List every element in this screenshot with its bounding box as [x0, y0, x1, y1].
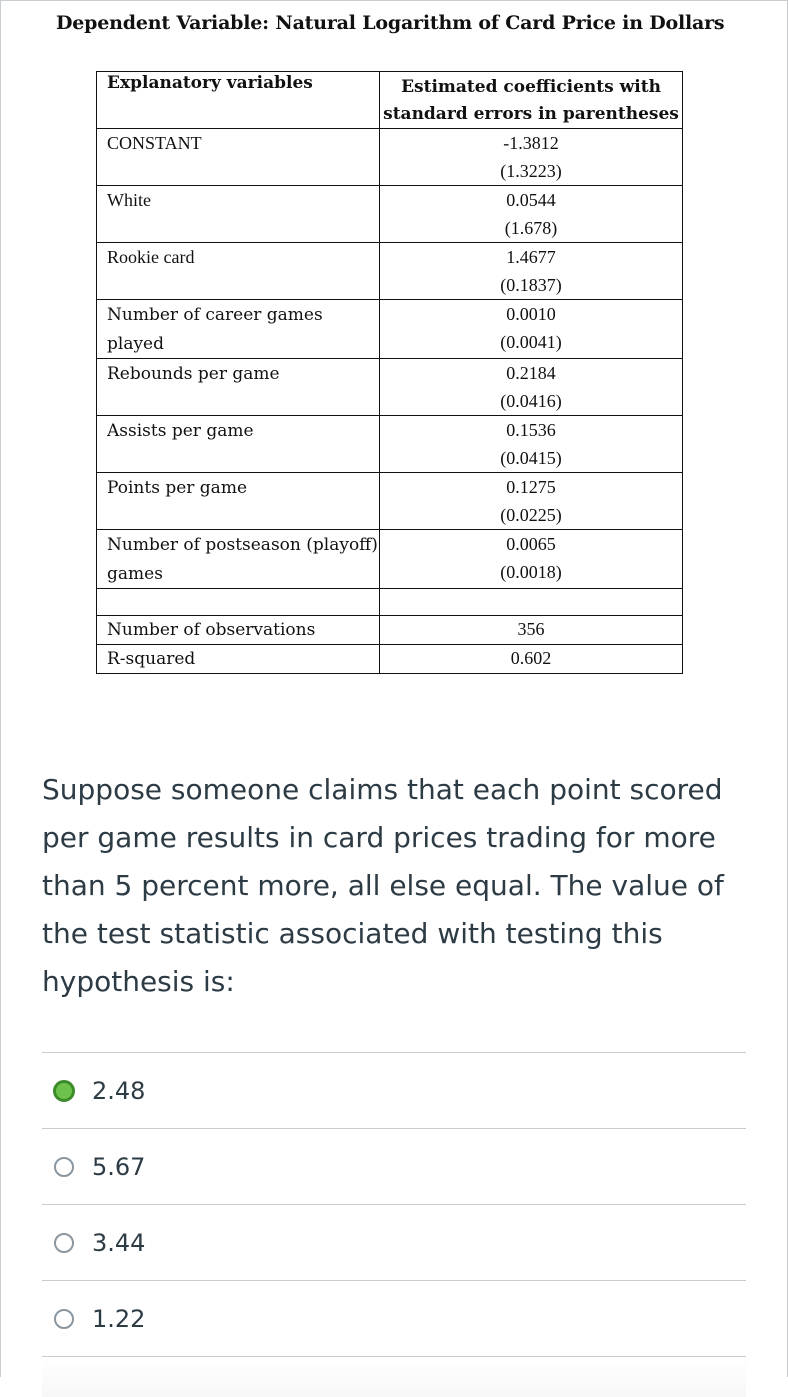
std-error: (1.678)	[504, 218, 558, 238]
row-label-text: Rebounds per game	[107, 364, 280, 384]
row-value	[380, 243, 683, 300]
row-label	[97, 359, 380, 416]
table-row	[97, 359, 683, 416]
table-row	[97, 129, 683, 186]
row-label	[97, 416, 380, 473]
std-error: (1.3223)	[500, 161, 562, 181]
row-label: Rookie card	[97, 243, 380, 300]
answer-label: 3.44	[92, 1228, 146, 1257]
row-label-text: Points per game	[107, 478, 248, 498]
row-label	[97, 530, 380, 589]
row-value	[380, 416, 683, 473]
answer-option[interactable]	[42, 1052, 746, 1128]
row-label	[97, 645, 380, 674]
row-label: White	[97, 186, 380, 243]
row-label-text: Number of postseason (playoff) games	[107, 535, 378, 584]
coef: 0.1275	[506, 477, 556, 497]
row-value	[380, 359, 683, 416]
radio-selected-icon[interactable]	[53, 1080, 75, 1102]
answer-option[interactable]	[42, 1280, 746, 1356]
table-header-row	[97, 72, 683, 129]
row-label-text: Assists per game	[107, 421, 254, 441]
table-row	[97, 243, 683, 300]
radio-icon[interactable]	[54, 1309, 74, 1329]
radio-icon[interactable]	[54, 1233, 74, 1253]
rsquared-value: 0.602	[380, 645, 683, 674]
observations-value: 356	[380, 616, 683, 645]
answer-label: 5.67	[92, 1152, 146, 1181]
header-coefficients-line2: standard errors in parentheses	[383, 104, 679, 124]
std-error: (0.0415)	[500, 448, 562, 468]
row-label: CONSTANT	[97, 129, 380, 186]
row-label-text: Number of career games played	[107, 305, 323, 354]
header-explanatory: Explanatory variables	[97, 72, 380, 129]
header-coefficients-line1: Estimated coefficients with	[401, 77, 661, 97]
spacer-cell	[97, 589, 380, 616]
std-error: (0.0041)	[500, 332, 562, 352]
question-text: Suppose someone claims that each point scored per game results in card prices trading for more than 5 percent more, all else equal. The value of the test statistic associated with testing this hypothesis is:	[42, 773, 724, 998]
table-row	[97, 530, 683, 589]
table-row	[97, 645, 683, 674]
coef: 1.4677	[506, 247, 556, 267]
table-row	[97, 186, 683, 243]
regression-table	[96, 71, 683, 674]
coef: 0.1536	[506, 420, 556, 440]
table-heading: Dependent Variable: Natural Logarithm of Card Price in Dollars	[56, 12, 725, 34]
table-row	[97, 473, 683, 530]
radio-icon[interactable]	[54, 1157, 74, 1177]
row-label	[97, 616, 380, 645]
answer-label: 1.22	[92, 1304, 146, 1333]
answer-label: 2.48	[92, 1076, 146, 1105]
answer-list	[42, 1052, 746, 1397]
row-value	[380, 530, 683, 589]
coef: 0.0544	[506, 190, 556, 210]
answer-option[interactable]	[42, 1204, 746, 1280]
coef: 0.2184	[506, 363, 556, 383]
rsquared-label: R-squared	[107, 649, 196, 669]
answer-option[interactable]	[42, 1128, 746, 1204]
row-label	[97, 300, 380, 359]
coef: -1.3812	[503, 133, 559, 153]
table-row	[97, 616, 683, 645]
row-value	[380, 129, 683, 186]
row-value	[380, 300, 683, 359]
row-label	[97, 473, 380, 530]
table-row	[97, 416, 683, 473]
coef: 0.0010	[506, 304, 556, 324]
row-value	[380, 186, 683, 243]
spacer-cell	[380, 589, 683, 616]
table-row	[97, 300, 683, 359]
row-value	[380, 473, 683, 530]
observations-label: Number of observations	[107, 620, 316, 640]
table-spacer-row	[97, 589, 683, 616]
std-error: (0.0416)	[500, 391, 562, 411]
answer-list-bottom	[42, 1356, 746, 1397]
header-coefficients	[380, 72, 683, 129]
std-error: (0.0225)	[500, 505, 562, 525]
coef: 0.0065	[506, 534, 556, 554]
std-error: (0.1837)	[500, 275, 562, 295]
std-error: (0.0018)	[500, 562, 562, 582]
